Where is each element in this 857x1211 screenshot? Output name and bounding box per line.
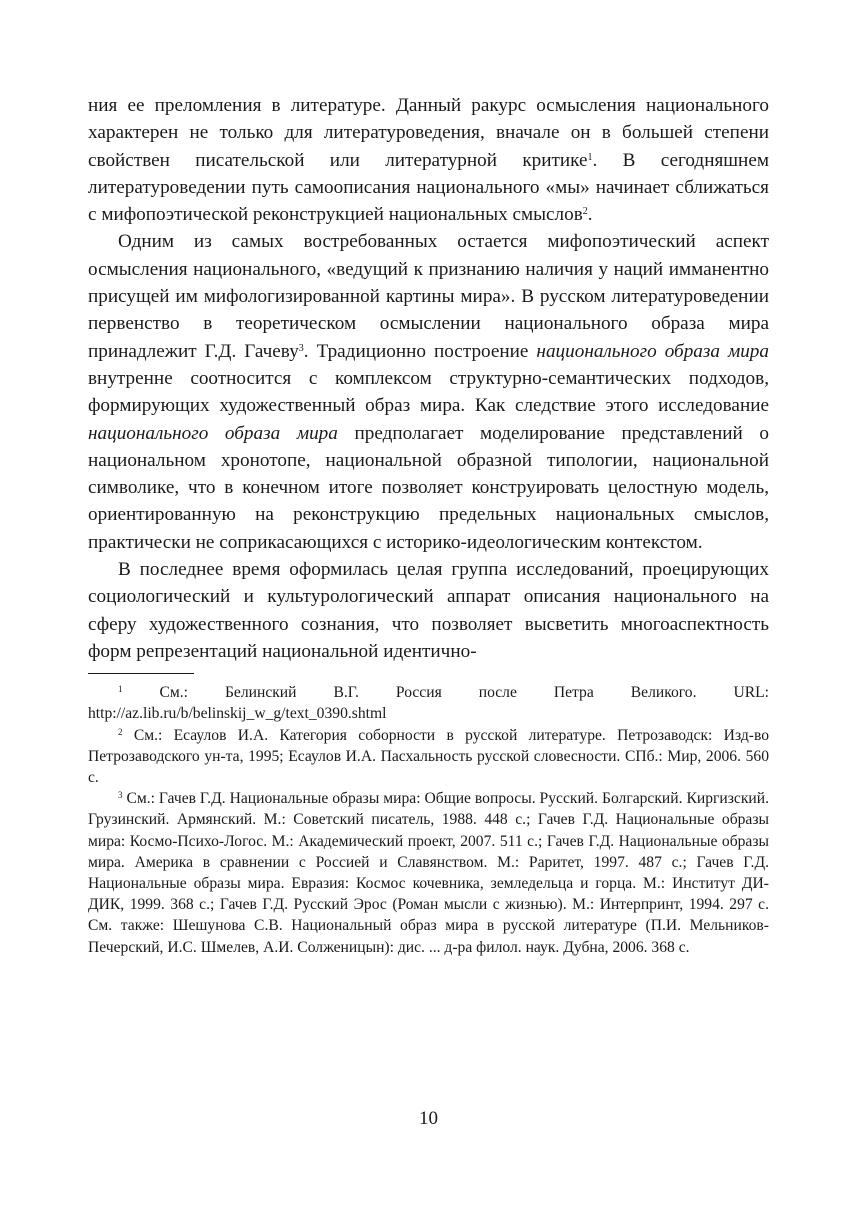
- footnote-separator: [88, 673, 194, 674]
- body-text: [88, 92, 769, 665]
- italic-term: национального образа мира: [536, 340, 769, 362]
- footnote-ref-1: 1: [587, 151, 593, 163]
- footnote-ref-3: 3: [298, 342, 304, 354]
- page-number: 10: [419, 1108, 438, 1129]
- footnote-2: $^2$ См.: Есаулов И.А. Категория соборности в русской литературе. Петрозаводск: Изд-во Петрозаводского ун-та, 1995; Есаулов И.А. Пасхальность русской словесности. СПб.: Мир, 2006. 560 с.: [88, 726, 769, 787]
- paragraph-1: ния ее преломления в литературе. Данный ракурс осмысления национального характерен не только для литературоведения, вначале он в большей степени свойствен писательской или литературной критике$^1$. В сегодняшнем литературоведении путь самоописания национального «мы» начинает сближаться с мифопоэтической реконструкцией национальных смыслов$^2$.: [88, 95, 769, 226]
- footnote-3: $^3$ См.: Гачев Г.Д. Национальные образы мира: Общие вопросы. Русский. Болгарский. Киргизский. Грузинский. Армянский. М.: Советский писатель, 1988. 448 с.; Гачев Г.Д. Национальные образы мира: Космо-Психо-Логос. М.: Академический проект, 2007. 511 с.; Гачев Г.Д. Национальные образы мира. Америка в сравнении с Россией и Славянством. М.: Раритет, 1997. 487 с.; Гачев Г.Д. Национальные образы мира. Евразия: Космос кочевника, земледельца и горца. М.: Институт ДИ-ДИК, 1999. 368 с.; Гачев Г.Д. Русский Эрос (Роман мысли с жизнью). М.: Интерпринт, 1994. 297 с. См. также: Шешунова С.В. Национальный образ мира в русской литературе (П.И. Мельников-Печерский, И.С. Шмелев, А.И. Солженицын): дис. ... д-ра филол. наук. Дубна, 2006. 368 с.: [88, 790, 769, 956]
- page-content: [88, 92, 769, 958]
- paragraph-3: В последнее время оформилась целая группа исследований, проецирующих социологический и культурологический аппарат описания национального на сферу художественного сознания, что позволяет высветить многоаспектность форм репрезентаций национальной идентично-: [88, 559, 769, 662]
- italic-term: национального образа мира: [88, 422, 338, 444]
- footnotes: [88, 682, 769, 958]
- paragraph-2: Одним из самых востребованных остается мифопоэтический аспект осмысления национального, «ведущий к признанию наличия у наций имманентно присущей им мифологизированной картины мира». В русском литературоведении первенство в теоретическом осмыслении национального образа мира принадлежит Г.Д. Гачеву$^3$. Традиционно построение национального образа мира внутренне соотносится с комплексом структурно-семантических подходов, формирующих художественный образ мира. Как следствие этого исследование национального образа мира предполагает моделирование представлений о национальном хронотопе, национальной образной типологии, национальной символике, что в конечном итоге позволяет конструировать целостную модель, ориентированную на реконструкцию предельных национальных смыслов, практически не соприкасающихся с историко-идеологическим контекстом.: [88, 231, 769, 553]
- footnote-ref-2: 2: [582, 206, 588, 218]
- footnote-1: $^1$ См.: Белинский В.Г. Россия после Петра Великого. URL: http://az.lib.ru/b/belinskij_w_g/text_0390.shtml: [88, 684, 769, 723]
